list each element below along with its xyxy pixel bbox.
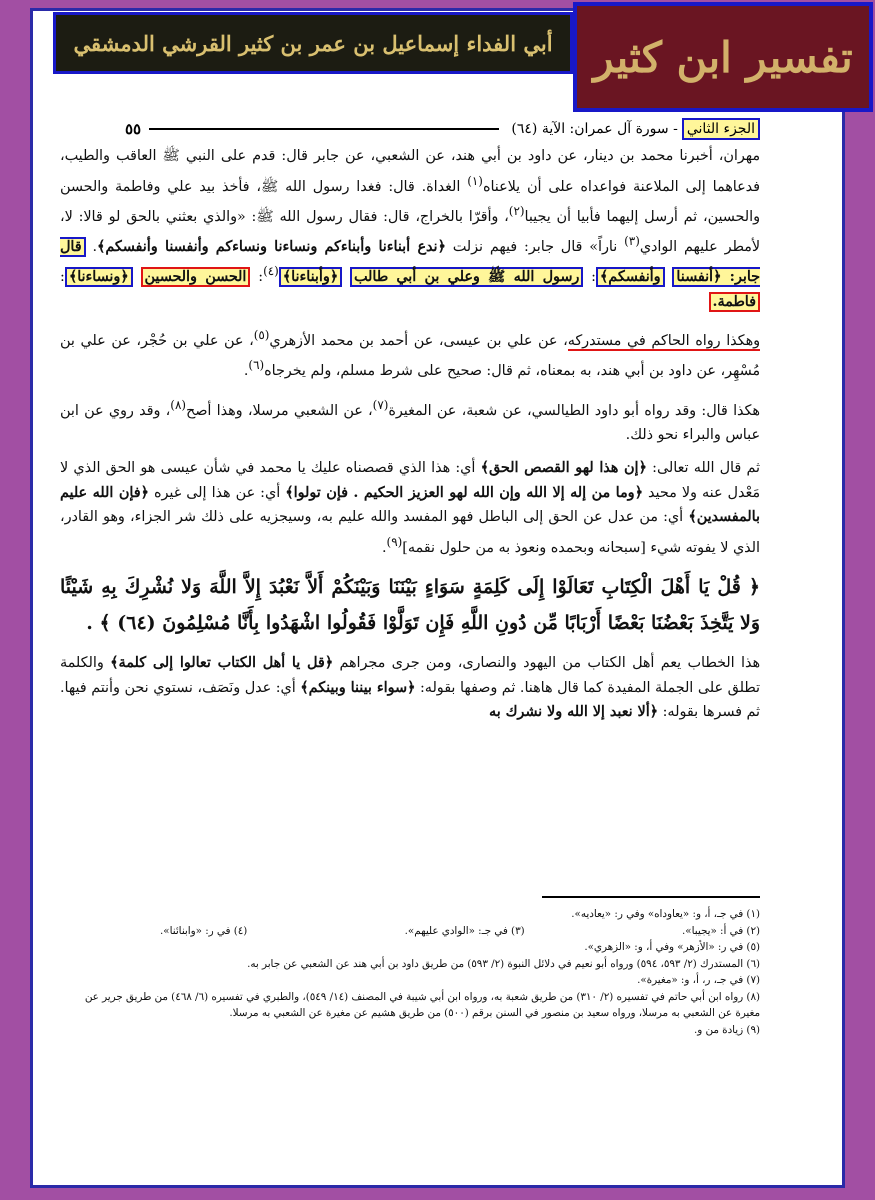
footnote-ref[interactable]: (١) — [467, 173, 483, 188]
paragraph — [60, 393, 760, 448]
text-run: مهران، أخبرنا محمد بن دينار، عن داود بن أبي هند، عن الشعبي، عن جابر قال: قدم على النبي ﷺ العاقب والطيب، فدعاهما إلى الملاعنة فواعداه على أن يلاعناه — [60, 148, 760, 195]
footnote: (٦) المستدرك (٢/ ٥٩٣، ٥٩٤) ورواه أبو نعيم في دلائل النبوة (٢/ ٥٩٣) من طريق داود بن أبي هند عن الشعبي عن جابر به. — [247, 957, 760, 970]
footnotes — [60, 906, 760, 1038]
text-run: هذا الخطاب يعم أهل الكتاب من اليهود والنصارى، ومن جرى مجراهم — [333, 655, 761, 672]
footnote: (٢) في أ: «يجيبا». — [682, 924, 760, 937]
footnote: (٨) رواه ابن أبي حاتم في تفسيره (٢/ ٣١٠) من طريق شعبة به، ورواه ابن أبي شيبة في المصنف (١٤/ ٥٤٩)، والطبري في تفسيره (٦/ ٤٦٨) من طريق جرير عن مغيرة عن الشعبي به مرسلا، ورواه سعيد بن منصور في السنن برقم (٥٠٠) من طريق هشيم عن مغيرة عن الشعبي به مرسلا. — [84, 990, 760, 1019]
quran-quote: ﴿إن هذا لهو القصص الحق﴾ — [480, 460, 647, 477]
text-run — [342, 269, 350, 285]
surah-label: - سورة آل عمران: الآية (٦٤) — [511, 121, 678, 137]
paragraph — [60, 144, 760, 314]
book-title-banner — [53, 12, 573, 74]
quran-verse: ﴿ قُلْ يَا أَهْلَ الْكِتَابِ تَعَالَوْا إِلَى كَلِمَةٍ سَوَاءٍ بَيْنَنَا وَبَيْنَكُمْ أَلاَّ نَعْبُدَ إِلاَّ اللَّهَ وَلا نُشْرِكَ بِهِ شَيْئًا وَلا يَتَّخِذَ بَعْضُنَا بَعْضًا أَرْبَابًا مِّن دُونِ اللَّهِ فَإِن تَوَلَّوْا فَقُولُوا اشْهَدُوا بِأَنَّا مُسْلِمُونَ (٦٤) ﴾ . — [60, 576, 760, 635]
page-number: ٥٥ — [125, 120, 142, 138]
quran-quote: ﴿فإن الله عليم بالمفسدين﴾ — [60, 484, 760, 526]
footnote-ref[interactable]: (٥) — [253, 328, 270, 343]
footnote: (٥) في ر: «الأزهر» وفي أ، و: «الزهري». — [584, 941, 760, 953]
text-run: ، عن علي بن عيسى، عن أحمد بن محمد الأزهري — [269, 332, 568, 349]
footnote-ref[interactable]: (٧) — [372, 397, 389, 412]
paragraph — [60, 456, 760, 560]
text-run: أي: عن هذا إلى غيره — [148, 484, 286, 501]
text-run: . — [381, 539, 387, 556]
text-run: ثم قال الله تعالى: — [646, 460, 760, 477]
highlight-blue: قال جابر: ﴿أنفسنا — [60, 238, 761, 286]
quran-quote: ﴿ندع أبناءنا وأبناءكم ونساءنا ونساءكم وأنفسنا وأنفسكم﴾ — [97, 238, 446, 255]
logo-text: تفسير ابن كثير — [593, 32, 853, 82]
quran-quote: ﴿سواء بيننا وبينكم﴾ — [300, 679, 416, 696]
footnote: (٧) في جـ، ر، أ، و: «مغيرة». — [637, 974, 760, 986]
footnote-ref[interactable]: (٩) — [386, 534, 403, 549]
footnote-ref[interactable]: (٦) — [248, 358, 265, 373]
highlight-blue: رسول الله ﷺ وعلي بن أبي طالب — [350, 267, 583, 287]
text-run: . — [243, 363, 249, 380]
text-run: الغداة. قال: فغدا رسول الله ﷺ، فأخذ بيد علي وفاطمة والحسن والحسين، ثم أرسل إليهما فأبيا أن يجيبا — [60, 178, 760, 225]
text-run — [133, 269, 141, 285]
quran-quote: ﴿قل يا أهل الكتاب تعالوا إلى كلمة﴾ — [110, 655, 334, 672]
paragraph — [60, 651, 760, 725]
footnote: (٤) في ر: «وابنائنا». — [160, 924, 248, 937]
highlight-red: الحسن والحسين — [141, 267, 251, 287]
highlight-blue: وأنفسكم﴾ — [596, 267, 665, 287]
text-run: أي: من عدل عن الحق إلى الباطل فهو المفسد والله عليم به، وسيجزيه على ذلك شر الجزاء، وهو القادر، الذي لا يفوته شيء [سبحانه وبحمده ونعوذ به من حلول نقمه] — [60, 509, 760, 556]
underlined-text: وهكذا رواه الحاكم في مستدركه — [567, 332, 761, 349]
running-head — [125, 118, 760, 140]
text-run: : — [250, 269, 264, 286]
footnote-ref[interactable]: (٨) — [170, 397, 187, 412]
footnote-row — [160, 923, 760, 940]
part-label: الجزء الثاني — [682, 118, 760, 140]
paragraph — [60, 323, 760, 384]
main-text — [60, 144, 760, 734]
text-run: أي: هذا الذي قصصناه عليك يا محمد في شأن عيسى هو الحق الذي لا مَعْدل عنه ولا محيد — [60, 460, 761, 501]
text-run: ، وأقرّا بالخراج، قال: فقال رسول الله ﷺ: «والذي بعثني بالحق لو قالا: لا، لأمطر عليهم الوادي — [60, 208, 760, 255]
quran-quote: ﴿ألا نعبد إلا الله ولا نشرك به — [489, 704, 659, 721]
footnote: (١) في جـ، أ، و: «يعاوداه» وفي ر: «يعاديه». — [571, 908, 760, 920]
text-run: ، عن الشعبي مرسلا، وهذا أصح — [186, 402, 373, 419]
footnote: (٩) زيادة من و. — [694, 1023, 760, 1036]
highlight-blue: ﴿ونساءنا﴾ — [65, 267, 133, 287]
footnote: (٣) في جـ: «الوادي عليهم». — [404, 924, 525, 937]
highlight-blue: ﴿وأبناءنا﴾ — [279, 267, 342, 287]
text-run: ناراً» قال جابر: فيهم نزلت — [445, 238, 625, 255]
author-title: أبي الفداء إسماعيل بن عمر بن كثير القرشي الدمشقي — [73, 30, 553, 56]
text-run: ، عن علي بن حُجْر، عن علي بن مُسْهِر، عن داود بن أبي هند، به بمعناه، ثم قال: صحيح على شرط مسلم، ولم يخرجاه — [60, 332, 760, 380]
footnote-rule — [542, 896, 760, 898]
footnote-ref[interactable]: (٣) — [624, 234, 640, 249]
quran-quote: ﴿وما من إله إلا الله وإن الله لهو العزيز الحكيم . فإن تولوا﴾ — [285, 484, 643, 501]
text-run: أي: عدل ونَصَف، نستوي نحن وأنتم فيها. ثم فسرها بقوله: — [60, 679, 760, 721]
text-run: . — [85, 238, 98, 255]
highlight-red: فاطمة. — [709, 292, 760, 312]
header-rule — [149, 128, 499, 130]
text-run: ، وقد روي عن ابن عباس والبراء نحو ذلك. — [60, 402, 760, 443]
text-run: هكذا قال: وقد رواه أبو داود الطيالسي، عن شعبة، عن المغيرة — [388, 402, 760, 419]
text-run: : — [60, 269, 65, 286]
text-run: والكلمة تطلق على الجملة المفيدة كما قال هاهنا. ثم وصفها بقوله: — [60, 655, 761, 696]
text-run: : — [583, 269, 596, 286]
book-logo — [573, 2, 873, 112]
footnote-ref[interactable]: (٢) — [508, 203, 525, 218]
footnote-ref[interactable]: (٤) — [263, 264, 279, 279]
